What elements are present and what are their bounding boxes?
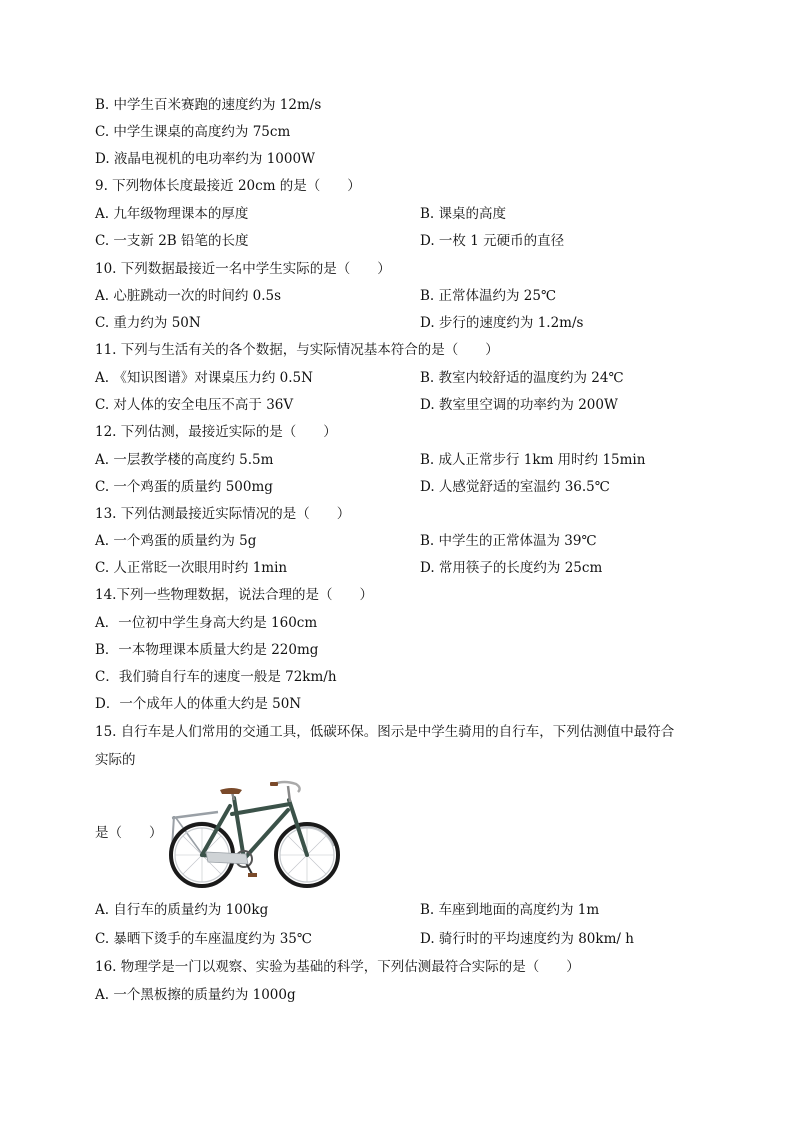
option-13c: C. 人正常眨一次眼用时约 1min xyxy=(95,560,288,576)
question-16: 16. 物理学是一门以观察、实验为基础的科学，下列估测最符合实际的是（ ） xyxy=(95,959,580,975)
option-8b: B. 中学生百米赛跑的速度约为 12m/s xyxy=(95,97,322,113)
option-12c: C. 一个鸡蛋的质量约 500mg xyxy=(95,479,273,495)
option-10b: B. 正常体温约为 25℃ xyxy=(420,288,557,304)
option-14b: B．一本物理课本质量大约是 220mg xyxy=(95,642,319,658)
option-12a: A. 一层教学楼的高度约 5.5m xyxy=(95,452,274,468)
bicycle-image xyxy=(162,776,344,888)
question-13: 13. 下列估测最接近实际情况的是（ ） xyxy=(95,506,351,522)
bicycle-icon xyxy=(162,776,344,888)
option-9b: B. 课桌的高度 xyxy=(420,206,507,222)
question-12: 12. 下列估测，最接近实际的是（ ） xyxy=(95,424,337,440)
option-14d: D．一个成年人的体重大约是 50N xyxy=(95,696,302,712)
option-14c: C．我们骑自行车的速度一般是 72km/h xyxy=(95,669,337,685)
option-11a: A. 《知识图谱》对课桌压力约 0.5N xyxy=(95,370,313,386)
question-11: 11. 下列与生活有关的各个数据，与实际情况基本符合的是（ ） xyxy=(95,342,499,358)
question-9: 9. 下列物体长度最接近 20cm 的是（ ） xyxy=(95,178,361,194)
option-13d: D. 常用筷子的长度约为 25cm xyxy=(420,560,603,576)
question-15: 15. 自行车是人们常用的交通工具，低碳环保。图示是中学生骑用的自行车，下列估测值中最符合 xyxy=(95,724,675,740)
question-15-continued: 实际的 xyxy=(95,752,136,768)
option-11d: D. 教室里空调的功率约为 200W xyxy=(420,397,618,413)
option-9a: A. 九年级物理课本的厚度 xyxy=(95,206,249,222)
option-8c: C. 中学生课桌的高度约为 75cm xyxy=(95,124,291,140)
option-10c: C. 重力约为 50N xyxy=(95,315,201,331)
option-12d: D. 人感觉舒适的室温约 36.5℃ xyxy=(420,479,610,495)
option-10d: D. 步行的速度约为 1.2m/s xyxy=(420,315,584,331)
question-10: 10. 下列数据最接近一名中学生实际的是（ ） xyxy=(95,261,391,277)
option-16a: A. 一个黑板擦的质量约为 1000g xyxy=(95,987,296,1003)
option-9d: D. 一枚 1 元硬币的直径 xyxy=(420,233,565,249)
option-13b: B. 中学生的正常体温为 39℃ xyxy=(420,533,597,549)
option-12b: B. 成人正常步行 1km 用时约 15min xyxy=(420,452,646,468)
option-15d: D. 骑行时的平均速度约为 80km/ h xyxy=(420,931,634,947)
rack-icon xyxy=(172,812,218,818)
question-14: 14.下列一些物理数据，说法合理的是（ ） xyxy=(95,587,373,603)
option-10a: A. 心脏跳动一次的时间约 0.5s xyxy=(95,288,282,304)
option-8d: D. 液晶电视机的电功率约为 1000W xyxy=(95,151,315,167)
option-15b: B. 车座到地面的高度约为 1m xyxy=(420,902,600,918)
question-15-suffix: 是（ ） xyxy=(95,825,163,841)
option-13a: A. 一个鸡蛋的质量约为 5g xyxy=(95,533,257,549)
saddle-icon xyxy=(220,788,242,794)
option-9c: C. 一支新 2B 铅笔的长度 xyxy=(95,233,249,249)
option-15a: A. 自行车的质量约为 100kg xyxy=(95,902,269,918)
option-14a: A．一位初中学生身高大约是 160cm xyxy=(95,615,318,631)
option-11b: B. 教室内较舒适的温度约为 24℃ xyxy=(420,370,624,386)
option-15c: C. 暴晒下烫手的车座温度约为 35℃ xyxy=(95,931,313,947)
option-11c: C. 对人体的安全电压不高于 36V xyxy=(95,397,294,413)
